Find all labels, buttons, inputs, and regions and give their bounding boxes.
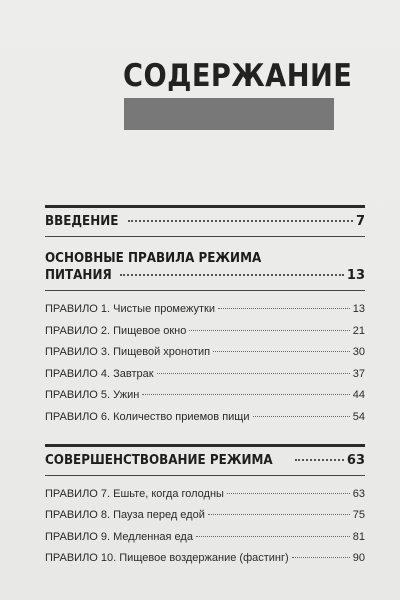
toc-item-label: ПРАВИЛО 3. Пищевой хронотип	[45, 346, 211, 359]
section-rule	[45, 205, 365, 208]
toc-item-label: ПРАВИЛО 9. Медленная еда	[45, 530, 193, 543]
toc-chapter-1-line	[45, 267, 365, 284]
toc-item-label: ПРАВИЛО 7. Ешьте, когда голодны	[45, 487, 224, 500]
toc-chapter-1-page: 13	[346, 268, 365, 283]
dot-leader	[157, 369, 350, 374]
toc-chapter-2-items	[45, 484, 365, 570]
section-rule	[45, 444, 365, 447]
toc-entry-intro-page: 7	[355, 214, 365, 229]
toc-entry-intro	[45, 205, 365, 237]
toc-chapter-1-items	[45, 299, 365, 429]
table-of-contents	[45, 205, 365, 570]
toc-item	[45, 364, 365, 386]
dot-leader	[196, 532, 350, 537]
toc-item-page: 75	[352, 509, 365, 522]
toc-chapter-2-page: 63	[346, 452, 365, 468]
toc-chapter-2	[45, 444, 365, 476]
toc-chapter-1-label-line2: ПИТАНИЯ	[45, 268, 112, 283]
dot-leader	[142, 390, 349, 395]
dot-leader	[292, 553, 350, 558]
dot-leader	[128, 216, 353, 222]
spacer	[45, 429, 365, 444]
dot-leader	[253, 412, 350, 417]
dot-leader	[120, 270, 343, 276]
toc-item	[45, 321, 365, 343]
toc-item-page: 63	[352, 487, 365, 500]
toc-item-page: 37	[352, 367, 365, 380]
toc-item-page: 81	[352, 530, 365, 543]
toc-item	[45, 385, 365, 407]
toc-item-label: ПРАВИЛО 5. Ужин	[45, 389, 140, 402]
toc-chapter-2-line	[45, 452, 365, 469]
toc-item-label: ПРАВИЛО 4. Завтрак	[45, 367, 154, 380]
toc-item-page: 21	[352, 324, 365, 337]
toc-chapter-2-label: СОВЕРШЕНСТВОВАНИЕ РЕЖИМА	[45, 452, 273, 468]
dot-leader	[208, 510, 350, 515]
dot-leader	[295, 455, 343, 461]
toc-item-page: 44	[352, 389, 365, 402]
toc-item	[45, 505, 365, 527]
page-title: СОДЕРЖАНИЕ	[123, 58, 353, 94]
section-separator	[45, 475, 365, 476]
toc-item-page: 13	[352, 303, 365, 315]
dot-leader	[189, 326, 349, 331]
toc-item	[45, 407, 365, 429]
dot-leader	[213, 347, 350, 352]
toc-chapter-1-label-line1: ОСНОВНЫЕ ПРАВИЛА РЕЖИМА	[45, 251, 262, 266]
toc-item	[45, 299, 365, 321]
toc-item-label: ПРАВИЛО 6. Количество приемов пищи	[45, 410, 250, 423]
toc-item-label: ПРАВИЛО 1. Чистые промежутки	[45, 303, 215, 315]
toc-item-label: ПРАВИЛО 10. Пищевое воздержание (фастинг)	[45, 552, 289, 565]
section-separator	[45, 290, 365, 291]
toc-item-label: ПРАВИЛО 2. Пищевое окно	[45, 324, 187, 337]
toc-item	[45, 342, 365, 364]
toc-item-page: 30	[352, 346, 365, 359]
toc-item	[45, 548, 365, 570]
dot-leader	[227, 489, 350, 494]
dot-leader	[218, 304, 350, 309]
toc-item-page: 90	[352, 552, 365, 565]
toc-item-label: ПРАВИЛО 8. Пауза перед едой	[45, 509, 205, 522]
toc-item	[45, 484, 365, 506]
toc-entry-intro-label: ВВЕДЕНИЕ	[45, 214, 119, 229]
spacer	[45, 237, 365, 250]
toc-item	[45, 527, 365, 549]
toc-item-page: 54	[352, 410, 365, 423]
toc-chapter-1	[45, 250, 365, 291]
toc-entry-intro-line	[45, 213, 365, 230]
title-decoration-bar	[124, 98, 334, 130]
